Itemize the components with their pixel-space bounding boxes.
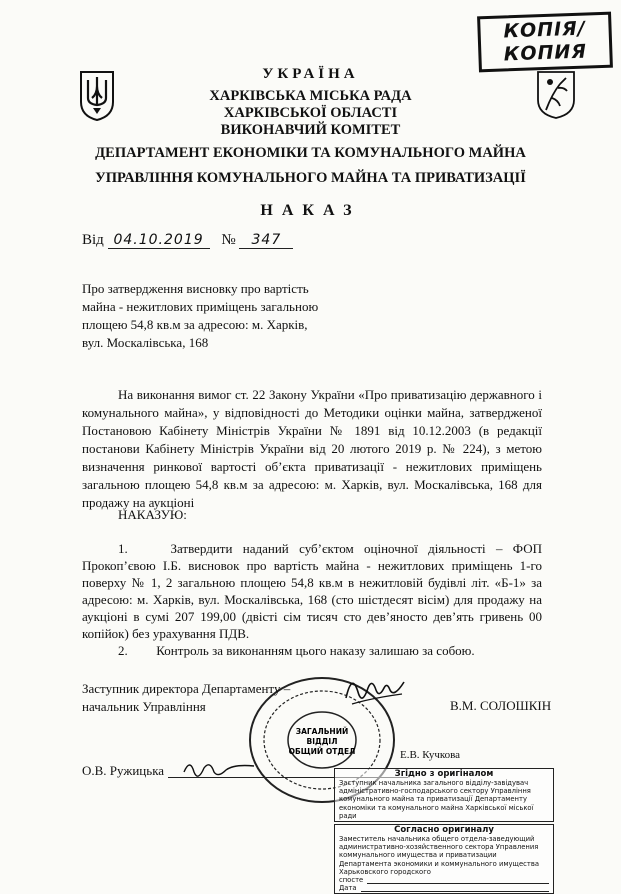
copy-stamp	[477, 12, 613, 73]
seal-center-line2: ВІДДІЛ	[306, 737, 338, 746]
executor-signature-icon	[180, 756, 260, 782]
position-line2: начальник Управління	[82, 699, 206, 714]
subject-line: вул. Москалівська, 168	[82, 335, 209, 350]
header-block	[0, 88, 621, 139]
number-prefix: №	[221, 232, 236, 248]
conformity-title-ru: Согласно оригиналу	[394, 825, 494, 836]
header-country: УКРАЇНА	[262, 66, 359, 82]
subject-line: площею 54,8 кв.м за адресою: м. Харків,	[82, 317, 308, 332]
conformity-text-ua: Заступник начальника загального відділу-завідувач адміністративно-господарського сектору Управління комунального майна та приватизації Департаменту економіки та комунального майна Харківської міської ради	[339, 779, 534, 820]
item-number: 2.	[118, 643, 128, 658]
conformity-date-row	[339, 884, 549, 892]
conformity-stamp	[334, 768, 554, 893]
signatory-name: В.М. СОЛОШКІН	[450, 698, 552, 713]
subject-line: майна - нежитлових приміщень загальною	[82, 299, 319, 314]
header-directorate: УПРАВЛІННЯ КОМУНАЛЬНОГО МАЙНА ТА ПРИВАТИЗАЦІЇ	[95, 170, 526, 186]
header-committee: ВИКОНАВЧИЙ КОМІТЕТ	[220, 122, 401, 138]
order-date-line	[82, 232, 293, 249]
date-label: Дата	[339, 884, 357, 893]
conformity-stamp-ua	[334, 768, 554, 822]
item-text: Затвердити наданий суб’єктом оціночної діяльності – ФОП Прокоп’євою І.Б. висновок про вартість майна - нежитлових приміщень 1-го поверху № 1, 2 загальною площею 54,8 кв.м в нежитловій будівлі літ. «Б-1» за адресою: м. Харків, вул. Москалівська, 168 (сто шістдесят вісім) для продажу на аукціоні в сумі 207 199,00 (двісті сім тисяч сто дев’яносто дев’ять гривень 00 копійок) без урахування ПДВ.	[82, 541, 543, 641]
header-department: ДЕПАРТАМЕНТ ЕКОНОМІКИ ТА КОМУНАЛЬНОГО МАЙНА	[95, 145, 526, 161]
header-council: ХАРКІВСЬКА МІСЬКА РАДА	[209, 88, 412, 104]
seal-center-line3: ОБЩИЙ ОТДЕЛ	[288, 747, 356, 756]
stamp-signer-name: Е.В. Кучкова	[400, 749, 461, 761]
order-items	[82, 540, 542, 659]
order-date: 04.10.2019	[108, 232, 210, 249]
date-prefix: Від	[82, 232, 104, 248]
item-number: 1.	[118, 541, 128, 556]
copy-stamp-line2: КОПИЯ	[503, 40, 588, 66]
subject-line: Про затвердження висновку про вартість	[82, 281, 309, 296]
preamble-text: На виконання вимог ст. 22 Закону України «Про приватизацію державного і комунального майна», у відповідності до Методики оцінки майна, затвердженої Постановою Кабінету Міністрів України № 1891 від 10.12.2003 (в редакції постанови Кабінету Міністрів України від 20 лютого 2019 р. № 224), з метою визначення ринкової вартості об’єкта приватизації - нежитлових приміщень загальною площею 54,8 кв.м за адресою: м. Харків, вул. Москалівська, 168 для продажу на аукціоні	[82, 387, 542, 510]
order-item	[82, 540, 542, 642]
item-text: Контроль за виконанням цього наказу залишаю за собою.	[156, 643, 475, 658]
position-line1: Заступник директора Департаменту –	[82, 681, 291, 696]
conformity-title-ua: Згідно з оригіналом	[394, 769, 494, 779]
conformity-stamp-ru	[334, 824, 554, 894]
header-region: ХАРКІВСЬКОЇ ОБЛАСТІ	[223, 105, 398, 121]
conformity-text-ru: Заместитель начальника общего отдела-заведующий административно-хозяйственного сектора Управления коммунального имущества и приватизации Департамента экономики и коммунального имущества Харьковского городского	[339, 835, 539, 876]
order-subject	[82, 280, 372, 352]
copy-stamp-line1: КОПІЯ/	[503, 17, 587, 43]
order-word: НАКАЗУЮ:	[118, 507, 187, 522]
order-number: 347	[239, 232, 293, 249]
sign-label: спосте	[339, 876, 364, 885]
signatory-position	[82, 680, 290, 716]
order-item	[82, 642, 542, 659]
preamble	[82, 386, 542, 512]
conformity-sign-row	[339, 876, 549, 884]
handwritten-signature-icon	[340, 668, 410, 714]
document-type: НАКАЗ	[260, 202, 361, 219]
seal-center-line1: ЗАГАЛЬНИЙ	[295, 727, 349, 736]
executor-name: О.В. Ружицька	[82, 763, 165, 778]
